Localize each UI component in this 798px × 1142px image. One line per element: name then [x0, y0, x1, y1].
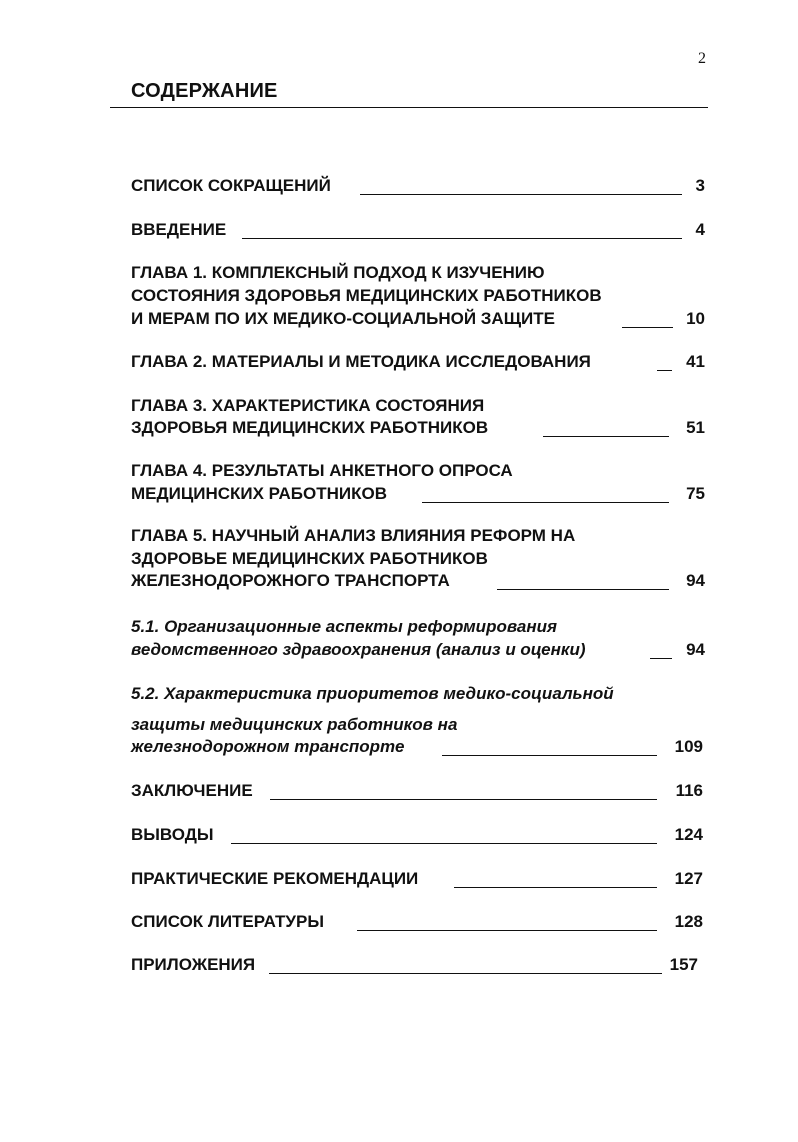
toc-entry-line: 5.2. Характеристика приоритетов медико-социальной: [131, 684, 614, 703]
toc-entry-line: ГЛАВА 5. НАУЧНЫЙ АНАЛИЗ ВЛИЯНИЯ РЕФОРМ НА: [131, 526, 576, 545]
toc-leader-line: [231, 843, 657, 844]
toc-entry-line: СПИСОК ЛИТЕРАТУРЫ: [131, 912, 324, 931]
toc-page-number: 3: [695, 176, 705, 195]
toc-entry-line: защиты медицинских работников на: [131, 715, 458, 734]
toc-page-number: 94: [686, 571, 705, 590]
toc-page-number: 109: [674, 737, 703, 756]
toc-entry-line: ПРАКТИЧЕСКИЕ РЕКОМЕНДАЦИИ: [131, 869, 419, 888]
toc-entry-line: ГЛАВА 2. МАТЕРИАЛЫ И МЕТОДИКА ИССЛЕДОВАНИЯ: [131, 352, 591, 371]
toc-entry-line: железнодорожном транспорте: [131, 737, 405, 756]
toc-entry-line: СОСТОЯНИЯ ЗДОРОВЬЯ МЕДИЦИНСКИХ РАБОТНИКОВ: [131, 286, 602, 305]
toc-entry-line: И МЕРАМ ПО ИХ МЕДИКО-СОЦИАЛЬНОЙ ЗАЩИТЕ: [131, 309, 555, 328]
toc-entry-line: ВВЕДЕНИЕ: [131, 220, 227, 239]
toc-entry-line: МЕДИЦИНСКИХ РАБОТНИКОВ: [131, 484, 387, 503]
toc-entry-line: ЗАКЛЮЧЕНИЕ: [131, 781, 253, 800]
toc-page-number: 41: [686, 352, 705, 371]
toc-leader-line: [269, 973, 662, 974]
toc-leader-line: [497, 589, 669, 590]
toc-leader-line: [657, 370, 672, 371]
toc-page-number: 51: [686, 418, 705, 437]
toc-entry-line: ведомственного здравоохранения (анализ и оценки): [131, 640, 586, 659]
toc-leader-line: [454, 887, 657, 888]
toc-entry-line: ВЫВОДЫ: [131, 825, 214, 844]
toc-page-number: 75: [686, 484, 705, 503]
toc-entry-line: ГЛАВА 1. КОМПЛЕКСНЫЙ ПОДХОД К ИЗУЧЕНИЮ: [131, 263, 545, 282]
toc-entry-line: ЖЕЛЕЗНОДОРОЖНОГО ТРАНСПОРТА: [131, 571, 450, 590]
toc-page-number: 10: [686, 309, 705, 328]
toc-page-number: 127: [674, 869, 703, 888]
toc-leader-line: [360, 194, 682, 195]
toc-entry-line: ЗДОРОВЬЯ МЕДИЦИНСКИХ РАБОТНИКОВ: [131, 418, 489, 437]
toc-leader-line: [270, 799, 657, 800]
toc-page-number: 94: [686, 640, 705, 659]
toc-entry-line: ГЛАВА 4. РЕЗУЛЬТАТЫ АНКЕТНОГО ОПРОСА: [131, 461, 513, 480]
toc-entry-line: ПРИЛОЖЕНИЯ: [131, 955, 256, 974]
title-underline: [110, 107, 708, 108]
toc-page-number: 124: [674, 825, 703, 844]
toc-leader-line: [422, 502, 669, 503]
toc-leader-line: [242, 238, 682, 239]
page-number: 2: [698, 50, 706, 67]
toc-page-number: 4: [695, 220, 705, 239]
page-title: СОДЕРЖАНИЕ: [131, 80, 278, 102]
toc-entry-line: СПИСОК СОКРАЩЕНИЙ: [131, 176, 331, 195]
toc-leader-line: [442, 755, 657, 756]
toc-page-number: 116: [675, 781, 703, 800]
toc-page-number: 128: [674, 912, 703, 931]
toc-page-number: 157: [669, 955, 698, 974]
toc-entry-line: 5.1. Организационные аспекты реформирования: [131, 617, 557, 636]
toc-leader-line: [357, 930, 657, 931]
toc-leader-line: [543, 436, 669, 437]
toc-leader-line: [650, 658, 672, 659]
toc-entry-line: ЗДОРОВЬЕ МЕДИЦИНСКИХ РАБОТНИКОВ: [131, 549, 488, 568]
toc-leader-line: [622, 327, 673, 328]
toc-entry-line: ГЛАВА 3. ХАРАКТЕРИСТИКА СОСТОЯНИЯ: [131, 396, 485, 415]
